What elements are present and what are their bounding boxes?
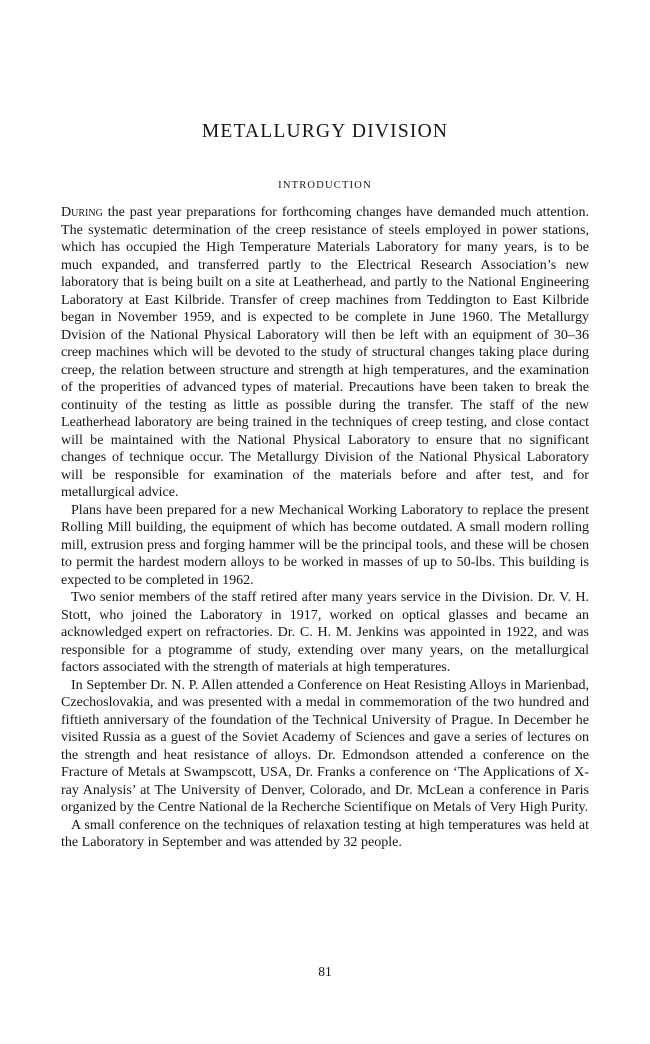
paragraph: Plans have been prepared for a new Mechanical Working Laboratory to replace the present Rolling Mill building, the equipment of which has become outdated. A small modern rolling mill, extrusion press and forging hammer will be the principal tools, and these will be chosen to permit the hardest modern alloys to be worked in masses of up to 50-lbs. This building is expected to be completed in 1962. bbox=[61, 501, 589, 588]
paragraph: A small conference on the techniques of relaxation testing at high temperatures was held at the Laboratory in September and was attended by 32 people. bbox=[61, 816, 589, 850]
paragraph: Two senior members of the staff retired after many years service in the Division. Dr. V. H. Stott, who joined the Laboratory in 1917, worked on optical glasses and became an acknowledged expert on refractories. Dr. C. H. M. Jenkins was appointed in 1922, and was responsible for a ptogramme of study, extending over many years, on the metallurgical factors associated with the strength of materials at high temperatures. bbox=[61, 589, 589, 675]
paragraph-text: the past year preparations for forthcoming changes have demanded much attention. The systematic determination of the creep resistance of steels employed in power stations, which has occupied the High Temperature Materials Laboratory for many years, is to be much expanded, and transferred partly to the Electrical Research Association’s new laboratory that is being built on a site at Leatherhead, and partly to the National Engineering Laboratory at East Kilbride. Transfer of creep machines from Teddington to East Kilbride began in November 1959, and is expected to be complete in June 1960. The Metallurgy Dvision of the National Physical Laboratory will then be left with an equipment of 30–36 creep machines which will be devoted to the study of structural changes taking place during creep, the relation between structure and strength at high temperatures, and the examination of the properities of advanced types of material. Precautions have been taken to break the continuity of the testing as little as possible during the transfer. The staff of the new Leatherhead laboratory are being trained in the techniques of creep testing, and close contact will be maintained with the National Physical Laboratory to ensure that no significant changes of technique occur. The Metallurgy Division of the National Physical Laboratory will be responsible for examination of the materials before and after test, and for metallurgical advice. bbox=[61, 204, 589, 500]
body-text bbox=[61, 204, 589, 852]
section-heading: INTRODUCTION bbox=[278, 180, 372, 191]
page-number: 81 bbox=[318, 964, 332, 979]
page-title: METALLURGY DIVISION bbox=[201, 121, 449, 142]
paragraph bbox=[61, 204, 589, 502]
paragraph: In September Dr. N. P. Allen attended a Conference on Heat Resisting Alloys in Marienbad, Czechoslovakia, and was presented with a medal in commemoration of the two hundred and fiftieth anniversary of the foundation of the Technical University of Prague. In December he visited Russia as a guest of the Soviet Academy of Sciences and gave a series of lectures on the strength and heat resistance of alloys. Dr. Edmondson attended a conference on the Fracture of Metals at Swampscott, USA, Dr. Franks a conference on ‘The Applications of X-ray Analysis’ at The University of Denver, Colorado, and Dr. McLean a conference in Paris organized by the Centre National de la Recherche Scientifique on Metals of Very High Purity. bbox=[61, 676, 589, 815]
drop-lead-word: During bbox=[61, 204, 103, 220]
